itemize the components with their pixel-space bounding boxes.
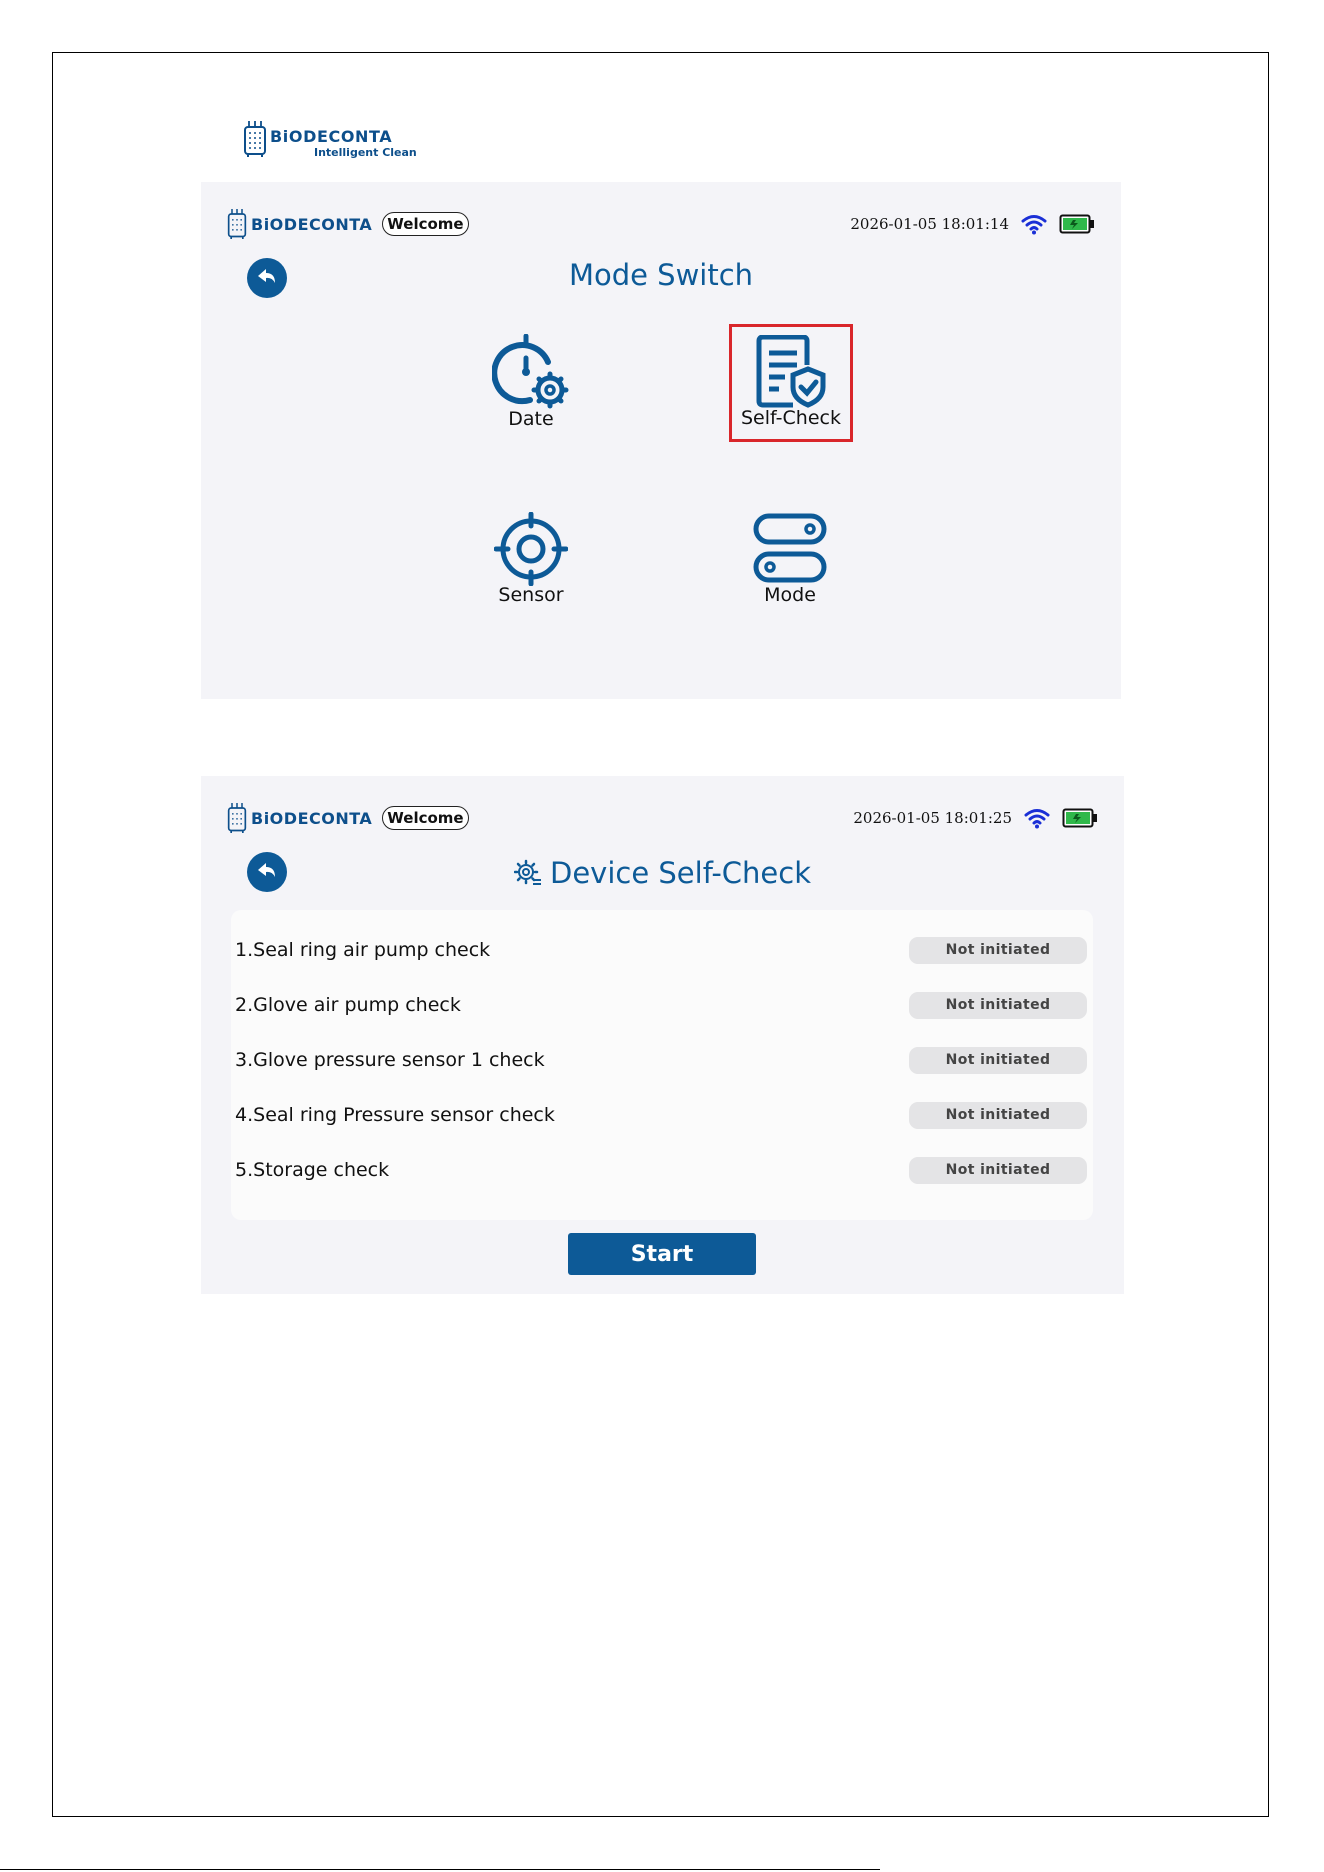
check-status-badge: Not initiated	[909, 992, 1087, 1019]
welcome-badge[interactable]: Welcome	[382, 212, 468, 236]
check-status-badge: Not initiated	[909, 1047, 1087, 1074]
brand-name: BiODECONTA	[251, 808, 373, 828]
check-label: 2.Glove air pump check	[235, 994, 461, 1016]
status-indicators	[853, 807, 1098, 829]
clock-gear-icon	[492, 334, 570, 410]
logo-device-icon	[243, 120, 267, 158]
welcome-badge[interactable]: Welcome	[382, 806, 468, 830]
battery-icon	[1059, 214, 1095, 234]
crosshair-icon	[494, 512, 568, 586]
mode-tile[interactable]	[730, 512, 850, 624]
document-logo	[243, 120, 417, 164]
check-row	[231, 1087, 1093, 1143]
mode-switch-screen	[201, 182, 1121, 699]
page-title-row	[201, 856, 1124, 890]
date-tile[interactable]	[471, 334, 591, 446]
document-shield-icon	[753, 335, 829, 409]
check-row	[231, 922, 1093, 978]
self-check-screen	[201, 776, 1124, 1294]
date-tile-label: Date	[508, 408, 554, 430]
timestamp: 2026-01-05 18:01:14	[850, 215, 1009, 233]
status-indicators	[850, 213, 1095, 235]
check-label: 3.Glove pressure sensor 1 check	[235, 1049, 545, 1071]
status-logo	[227, 801, 372, 835]
check-status-badge: Not initiated	[909, 937, 1087, 964]
self-check-tile[interactable]	[729, 324, 853, 442]
wifi-icon	[1024, 807, 1050, 829]
wifi-icon	[1021, 213, 1047, 235]
mode-tile-label: Mode	[764, 584, 816, 606]
check-row	[231, 977, 1093, 1033]
check-status-badge: Not initiated	[909, 1102, 1087, 1129]
timestamp: 2026-01-05 18:01:25	[853, 809, 1012, 827]
self-check-list	[231, 910, 1093, 1220]
check-row	[231, 1142, 1093, 1198]
brand-device-icon	[227, 801, 247, 835]
sensor-tile[interactable]	[471, 512, 591, 624]
toggle-switches-icon	[752, 512, 828, 586]
brand-device-icon	[227, 207, 247, 241]
page-title: Mode Switch	[568, 258, 754, 292]
check-status-badge: Not initiated	[909, 1157, 1087, 1184]
sensor-tile-label: Sensor	[498, 584, 564, 606]
logo-tagline: Intelligent Clean	[314, 146, 417, 159]
gear-list-icon	[514, 859, 542, 887]
logo-brand: BiODECONTA	[270, 127, 393, 146]
page-title: Device Self-Check	[550, 856, 811, 890]
status-logo	[227, 207, 372, 241]
brand-name: BiODECONTA	[251, 214, 373, 234]
self-check-tile-label: Self-Check	[741, 407, 841, 429]
status-bar	[227, 206, 1095, 242]
check-row	[231, 1032, 1093, 1088]
check-label: 1.Seal ring air pump check	[235, 939, 491, 961]
check-label: 4.Seal ring Pressure sensor check	[235, 1104, 555, 1126]
battery-icon	[1062, 808, 1098, 828]
check-label: 5.Storage check	[235, 1159, 390, 1181]
start-button[interactable]: Start	[568, 1233, 756, 1275]
status-bar	[227, 800, 1098, 836]
footer-rule	[0, 1869, 880, 1870]
